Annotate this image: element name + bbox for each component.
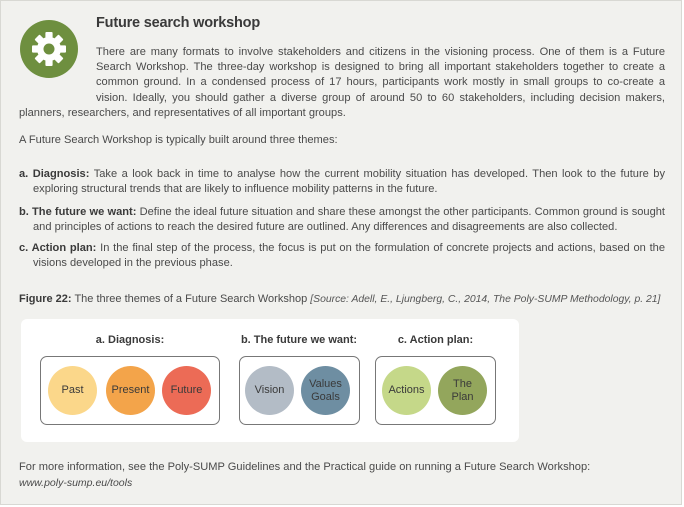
figure-source: [Source: Adell, E., Ljungberg, C., 2014, The Poly-SUMP Methodology, p. 21] [310,294,661,305]
intro-text: There are many formats to involve stakeholders and citizens in the visioning process. One of them is a Future Search Workshop. The three-day workshop is designed to bring all important stakeholders together to create a common ground. In a condensed process of 17 hours, participants work mostly in small groups to co-create a vision. Ideally, you should gather a diverse group of around 50 to 60 stakeholders, including decision makers, planners, researchers, and representatives of all important groups. [19,46,665,119]
theme-item-action [19,241,665,271]
themes-figure [21,319,519,442]
theme-text: Define the ideal future situation and share these amongst the other participants. Common ground is sought and principles of actions to reach the desired future are outlined. Any differences and disagreements are also collected. [33,206,666,234]
circle-present: Present [106,366,155,415]
circle-actions: Actions [382,366,431,415]
group-title-diagnosis: a. Diagnosis: [95,334,165,346]
themes-intro: A Future Search Workshop is typically built around three themes: [19,134,338,146]
box-title: Future search workshop [96,15,260,31]
intro-paragraph [19,45,665,121]
theme-item-future [19,205,665,235]
figure-caption-text: The three themes of a Future Search Workshop [74,293,308,305]
circle-future: Future [162,366,211,415]
figure-caption [19,293,669,305]
more-info-text: For more information, see the Poly-SUMP Guidelines and the Practical guide on running a Future Search Workshop: [19,461,591,473]
group-title-action: c. Action plan: [397,334,474,346]
figure-label: Figure 22: [19,293,72,305]
theme-label: c. Action plan: [19,242,97,254]
circle-past: Past [48,366,97,415]
tools-link[interactable]: www.poly-sump.eu/tools [19,477,133,489]
circle-the-plan: The Plan [438,366,487,415]
theme-item-diagnosis [19,167,665,197]
theme-label: b. The future we want: [19,206,137,218]
circle-values-goals: Values Goals [301,366,350,415]
theme-label: a. Diagnosis: [19,168,90,180]
theme-text: In the final step of the process, the focus is put on the formulation of concrete projects and actions, based on the visions developed in the previous phase. [33,242,665,270]
theme-text: Take a look back in time to analyse how the current mobility situation has developed. Then look to the future by exploring structural trends that are likely to influence mobility patterns in the future. [33,168,666,196]
group-title-future: b. The future we want: [240,334,358,346]
circle-vision: Vision [245,366,294,415]
